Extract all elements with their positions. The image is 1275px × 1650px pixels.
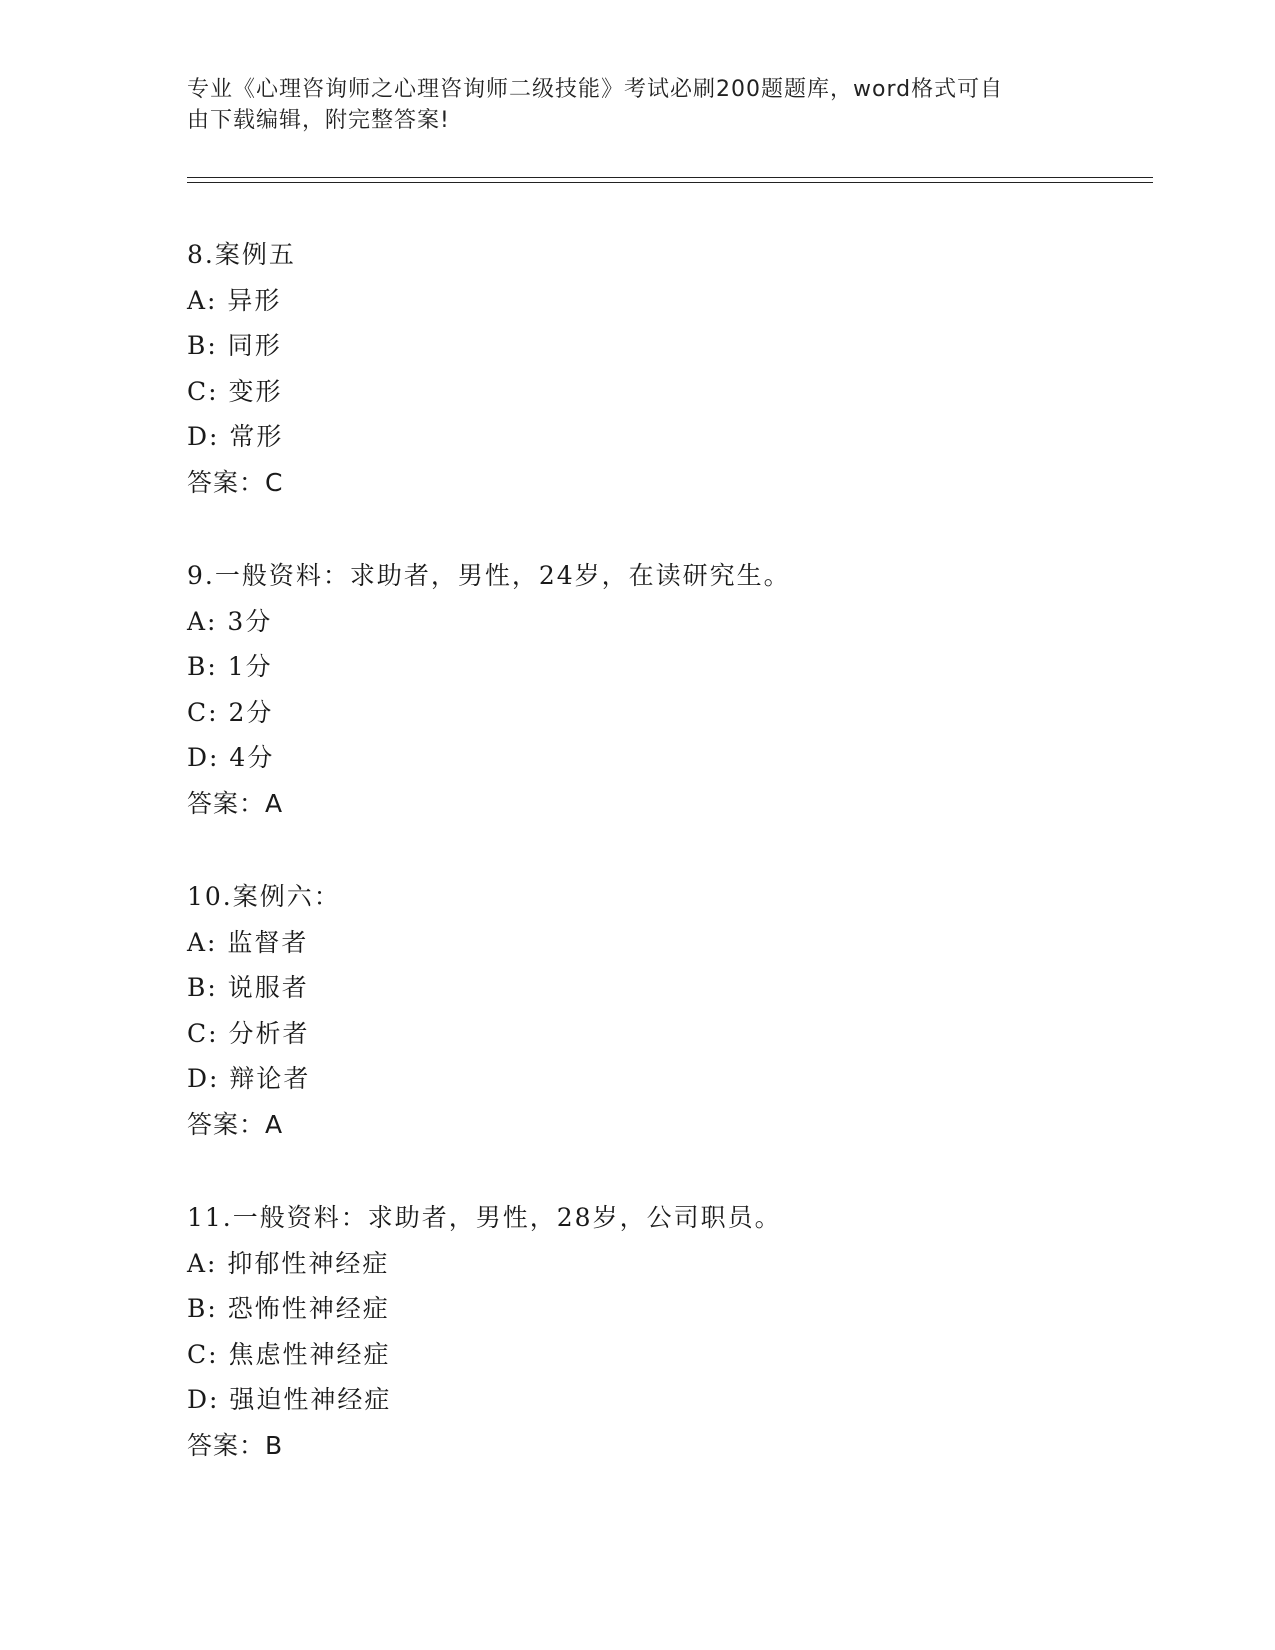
option-a: A: 3分 xyxy=(187,606,273,636)
question-stem: 9.一般资料：求助者，男性，24岁，在读研究生。 xyxy=(187,561,791,590)
answer-line: 答案：A xyxy=(187,1109,284,1139)
header-line-2: 由下载编辑，附完整答案! xyxy=(187,108,450,133)
question-stem: 10.案例六： xyxy=(187,882,341,911)
option-c: C: 变形 xyxy=(187,376,283,406)
option-a: A: 异形 xyxy=(187,285,282,315)
answer-line: 答案：C xyxy=(187,467,284,497)
header-divider-bottom xyxy=(187,182,1153,183)
question-item xyxy=(187,1195,1147,1468)
answer-line: 答案：B xyxy=(187,1430,284,1460)
question-list xyxy=(187,232,1147,1516)
answer-line: 答案：A xyxy=(187,788,284,818)
option-b: B: 说服者 xyxy=(187,973,309,1002)
header-divider-top xyxy=(187,177,1153,178)
option-d: D: 常形 xyxy=(187,422,284,451)
option-b: B: 恐怖性神经症 xyxy=(187,1294,390,1323)
option-d: D: 强迫性神经症 xyxy=(187,1385,392,1414)
option-c: C: 焦虑性神经症 xyxy=(187,1339,391,1369)
option-b: B: 1分 xyxy=(187,652,273,681)
option-a: A: 抑郁性神经症 xyxy=(187,1248,390,1278)
question-item xyxy=(187,874,1147,1147)
question-stem: 8.案例五 xyxy=(187,240,296,269)
option-a: A: 监督者 xyxy=(187,927,309,957)
option-c: C: 2分 xyxy=(187,697,274,727)
question-stem: 11.一般资料：求助者，男性，28岁，公司职员。 xyxy=(187,1203,782,1232)
option-c: C: 分析者 xyxy=(187,1018,310,1048)
option-b: B: 同形 xyxy=(187,331,282,360)
question-item xyxy=(187,232,1147,505)
option-d: D: 辩论者 xyxy=(187,1064,311,1093)
option-d: D: 4分 xyxy=(187,743,275,772)
document-header xyxy=(187,74,1067,136)
question-item xyxy=(187,553,1147,826)
header-line-1: 专业《心理咨询师之心理咨询师二级技能》考试必刷200题题库，word格式可自 xyxy=(187,77,1004,102)
